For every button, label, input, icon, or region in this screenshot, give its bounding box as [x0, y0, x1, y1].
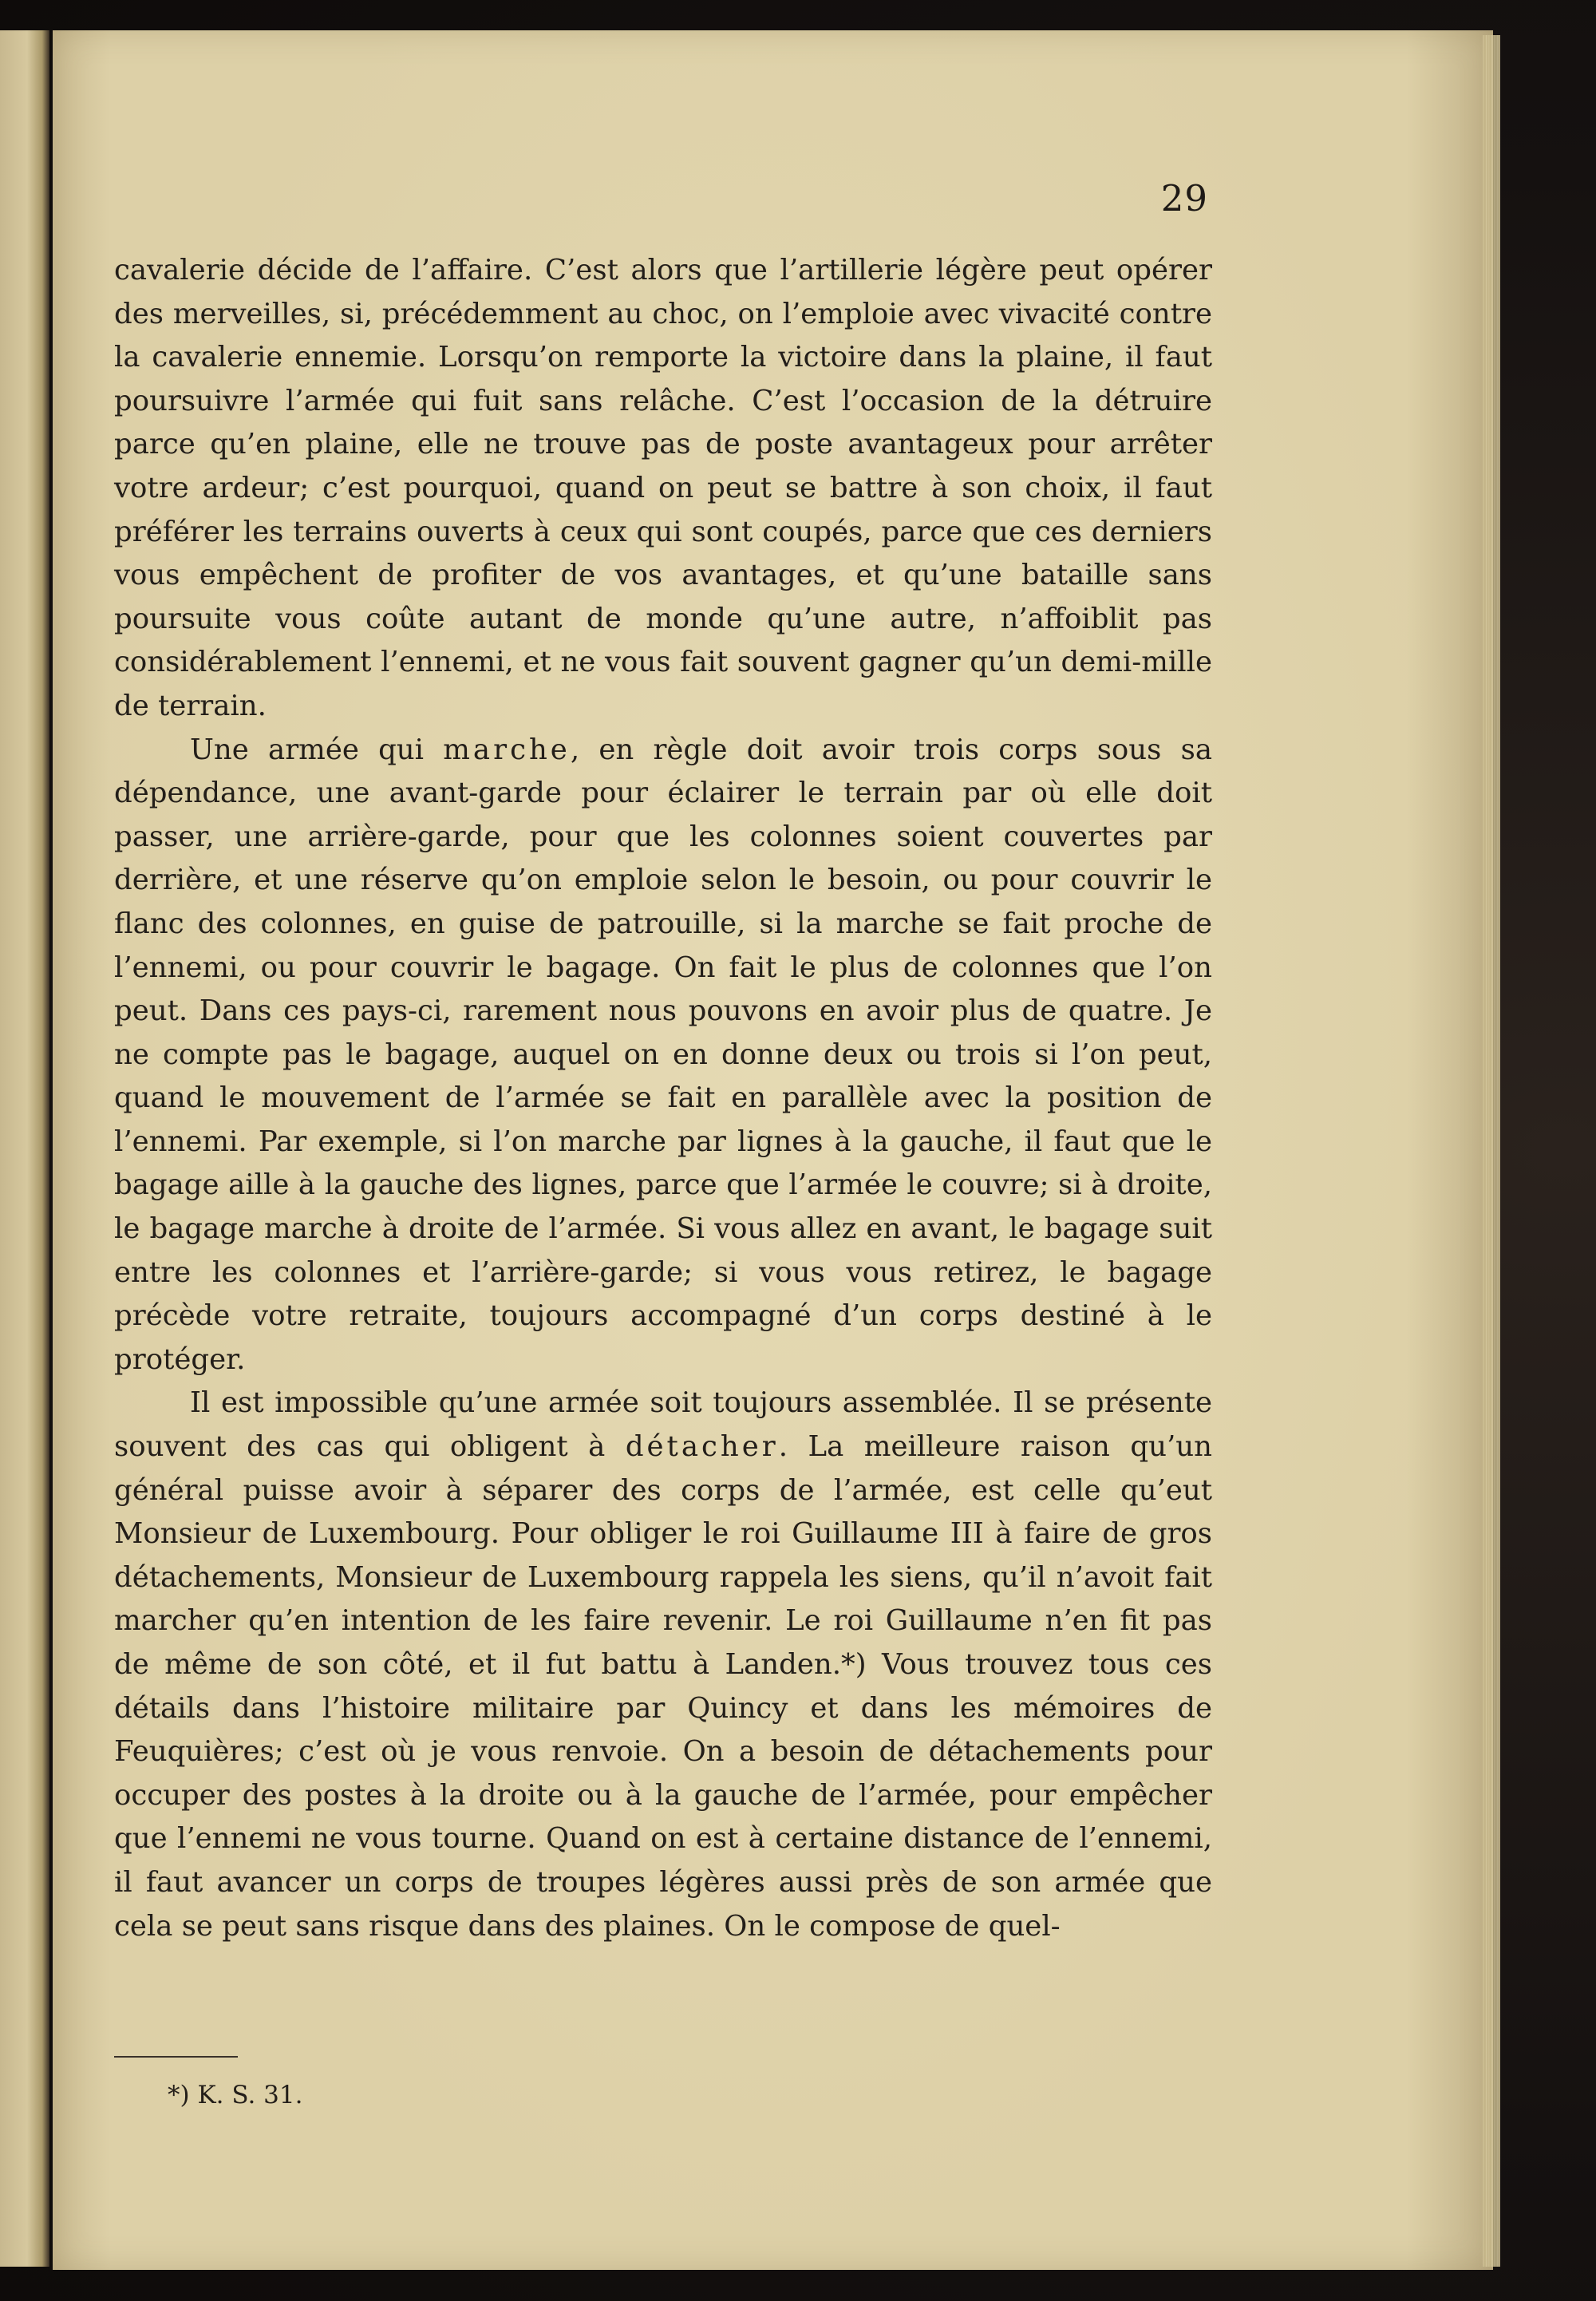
footnote-divider — [114, 2056, 238, 2058]
paragraph-3-text-rest: . La meilleure raison qu’un général puisse avoir à séparer des corps de l’armée, est celle qu’eut Monsieur de Luxembourg. Pour obliger le roi Guillaume III à faire de gros détachements, Monsieur de Luxembourg rappela les siens, qu’il n’avoit fait marcher qu’en intention de les faire revenir. Le roi Guillaume n’en fit pas de même de son côté, et il fut battu à Landen.*) Vous trouvez tous ces détails dans l’histoire militaire par Quincy et dans les mémoires de Feuquières; c’est où je vous renvoie. On a besoin de détachements pour occuper des postes à la droite ou à la gauche de l’armée, pour empêcher que l’ennemi ne vous tourne. Quand on est à certaine distance de l’ennemi, il faut avancer un corps de troupes légères aussi près de son armée que cela se peut sans risque dans des plaines. On le compose de quel- — [114, 1430, 1212, 1943]
footnote: *) K. S. 31. — [168, 2081, 303, 2109]
paragraph-3 — [114, 1382, 1212, 1948]
page-block-edge — [1483, 35, 1500, 2267]
paragraph-2 — [114, 729, 1212, 1382]
paragraph-3-text-start: Il est impossible qu’une armée soit toujours assemblée. Il se présente souvent des cas qui obligent à — [114, 1386, 1212, 1464]
paragraph-1-text: cavalerie décide de l’affaire. C’est alors que l’artillerie légère peut opérer des merveilles, si, précédemment au choc, on l’emploie avec vivacité contre la cavalerie ennemie. Lorsqu’on remporte la victoire dans la plaine, il faut poursuivre l’armée qui fuit sans relâche. C’est l’occasion de la détruire parce qu’en plaine, elle ne trouve pas de poste avantageux pour arrêter votre ardeur; c’est pourquoi, quand on peut se battre à son choix, il faut préférer les terrains ouverts à ceux qui sont coupés, parce que ces derniers vous empêchent de profiter de vos avantages, et qu’une bataille sans poursuite vous coûte autant de monde qu’une autre, n’affoiblit pas considérablement l’ennemi, et ne vous fait souvent gagner qu’un demi-mille de terrain. — [114, 254, 1212, 722]
paragraph-2-text-start: Une armée qui — [190, 733, 444, 766]
previous-page-edge — [0, 30, 49, 2267]
paragraph-2-spaced-word: marche — [443, 733, 571, 766]
page-number: 29 — [1160, 177, 1208, 219]
paragraph-3-spaced-word: détacher — [625, 1430, 779, 1464]
paragraph-2-text-rest: , en règle doit avoir trois corps sous sa dépendance, une avant-garde pour éclairer le terrain par où elle doit passer, une arrière-garde, pour que les colonnes soient couvertes par derrière, et une réserve qu’on emploie selon le besoin, ou pour couvrir le flanc des colonnes, en guise de patrouille, si la marche se fait proche de l’ennemi, ou pour couvrir le bagage. On fait le plus de colonnes que l’on peut. Dans ces pays-ci, rarement nous pouvons en avoir plus de quatre. Je ne compte pas le bagage, auquel on en donne deux ou trois si l’on peut, quand le mouvement de l’armée se fait en parallèle avec la position de l’ennemi. Par exemple, si l’on marche par lignes à la gauche, il faut que le bagage aille à la gauche des lignes, parce que l’armée le couvre; si à droite, le bagage marche à droite de l’armée. Si vous allez en avant, le bagage suit entre les colonnes et l’arrière-garde; si vous vous retirez, le bagage précède votre retraite, toujours accompagné d’un corps destiné à le protéger. — [114, 733, 1212, 1376]
paragraph-1 — [114, 249, 1212, 729]
body-text — [114, 249, 1212, 1948]
